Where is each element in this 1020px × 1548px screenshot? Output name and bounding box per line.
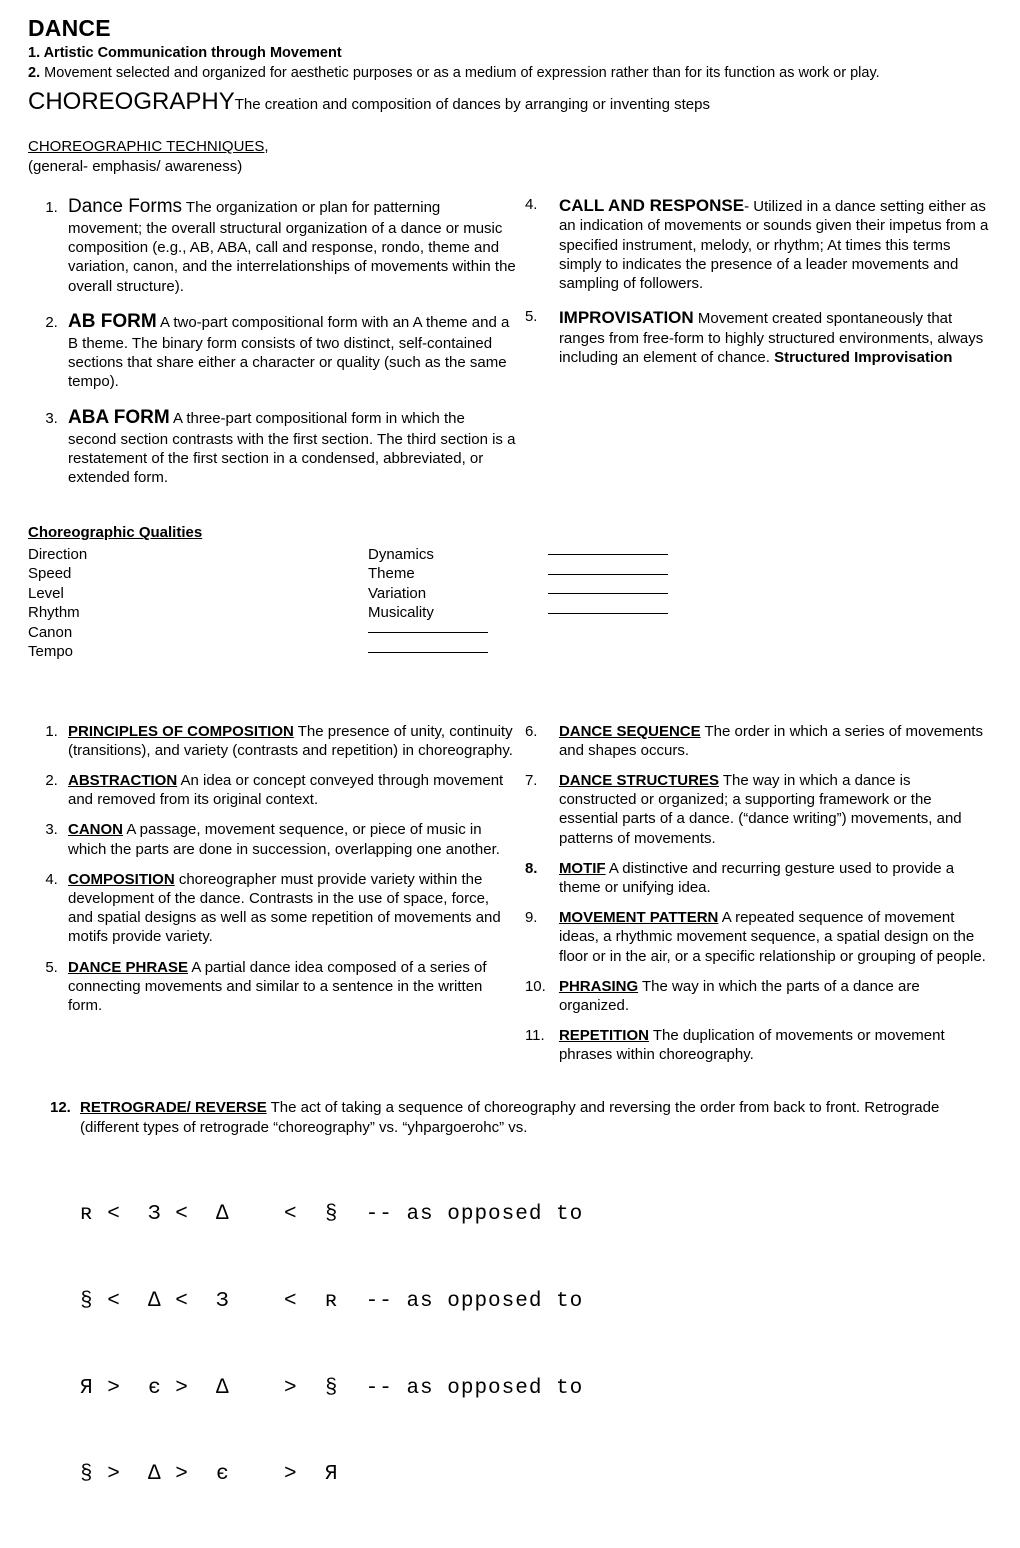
quality-item: Musicality — [368, 604, 434, 622]
blank-field[interactable] — [368, 623, 548, 643]
qualities-column-2 — [368, 545, 548, 662]
list-item — [62, 406, 517, 488]
principles-right-column — [525, 722, 992, 1065]
choreographic-qualities — [28, 523, 992, 661]
term-dance-structures-text: The way in which a dance is constructed or organized; a supporting framework or the essential parts of a dance. (“dance writing”) movements, and patterns of movements. — [558, 772, 962, 847]
qualities-columns — [28, 545, 992, 662]
list-item — [525, 859, 992, 897]
term-repetition: REPETITION — [558, 1027, 649, 1045]
term-repetition-text: The duplication of movements or movement phrases within choreography. — [558, 1027, 945, 1064]
term-motif-text: A distinctive and recurring gesture used to provide a theme or unifying idea. — [558, 859, 955, 896]
definition-2-number: 2. — [28, 64, 41, 81]
list-item — [62, 771, 515, 809]
techniques-note: (general- emphasis/ awareness) — [28, 158, 243, 176]
definition-2-text: Movement selected and organized for aesthetic purposes or as a medium of expression rather than for its function as work or play. — [40, 64, 880, 81]
list-item — [525, 771, 992, 848]
qualities-heading: Choreographic Qualities — [28, 524, 203, 542]
techniques-heading-tail: , — [264, 138, 269, 156]
techniques-heading-block — [28, 137, 992, 176]
item-number: 10. — [524, 977, 546, 995]
term-phrasing: PHRASING — [558, 977, 639, 995]
term-principles-of-composition-text: The presence of unity, continuity (transitions), and variety (contrasts and repetition) in choreography. — [68, 722, 513, 759]
item-number: 7. — [524, 772, 538, 789]
list-item — [62, 820, 515, 858]
definition-1-text: Artistic Communication through Movement — [40, 45, 342, 62]
list-item — [525, 908, 992, 966]
forms-left-list — [28, 195, 517, 488]
principles-left-column — [28, 722, 525, 1065]
term-composition-text: choreographer must provide variety within the development of the dance. Contrasts in the use of space, force, and spatial designs as well as some repetition of movements and motifs provide variety. — [68, 870, 501, 946]
term-dance-sequence-text: The order in which a series of movements and shapes occurs. — [558, 722, 983, 759]
principles-columns — [28, 722, 992, 1065]
list-item — [525, 1026, 992, 1064]
term-improvisation-tail: Structured Improvisation — [774, 349, 953, 367]
retrograde-diagram — [28, 1143, 992, 1548]
quality-item: Rhythm — [28, 604, 80, 622]
term-dance-phrase: DANCE PHRASE — [68, 958, 189, 976]
quality-item: Tempo — [28, 643, 74, 661]
quality-item: Level — [28, 584, 64, 602]
term-call-and-response: CALL AND RESPONSE — [558, 195, 745, 215]
blank-field[interactable] — [548, 564, 748, 584]
list-item — [62, 195, 517, 296]
choreography-description: The creation and composition of dances by arranging or inventing steps — [234, 95, 710, 113]
term-dance-sequence: DANCE SEQUENCE — [558, 722, 701, 740]
term-ab-form: AB FORM — [68, 310, 157, 332]
definition-1 — [28, 44, 992, 63]
choreography-heading — [28, 87, 992, 118]
qualities-column-3 — [548, 545, 748, 662]
retrograde-line: ʀ < З < ∆ < § -- as opposed to — [80, 1202, 584, 1226]
principles-left-list — [28, 722, 515, 1015]
term-dance-forms-text: The organization or plan for patterning movement; the overall structural organization of a dance or music composition (e.g., AB, ABA, call and response, rondo, theme and variation, canon, and the interrelationships of movements within the overall structure). — [68, 198, 516, 295]
list-item — [525, 722, 992, 760]
list-item — [525, 195, 992, 294]
retrograde-item — [28, 1098, 992, 1136]
blank-field[interactable] — [368, 642, 548, 662]
definition-1-number: 1. — [28, 45, 41, 62]
quality-item: Variation — [368, 584, 427, 602]
item-number: 4. — [524, 195, 538, 213]
term-retrograde-reverse-text: The act of taking a sequence of choreography and reversing the order from back to front. Retrograde (different types of retrograde “choreography” vs. “yhpargoerohc” vs. — [80, 1099, 940, 1136]
quality-item: Canon — [28, 623, 73, 641]
term-phrasing-text: The way in which the parts of a dance are organized. — [558, 977, 920, 1014]
term-call-and-response-text: - Utilized in a dance setting either as an indication of movements or sounds given their impetus from a specified instrument, melody, or rhythm; At times this terms simply to indicates the presence of a leader movements and sampling of followers. — [558, 197, 989, 292]
term-composition: COMPOSITION — [68, 870, 175, 888]
list-item — [62, 958, 515, 1016]
item-number: 6. — [524, 722, 538, 740]
term-aba-form-text: A three-part compositional form in which the second section contrasts with the first section. The third section is a restatement of the first section in a condensed, abbreviated, or extended form. — [68, 409, 516, 487]
item-number: 9. — [524, 909, 538, 927]
qualities-column-1 — [28, 545, 368, 662]
item-number: 11. — [524, 1027, 545, 1045]
retrograde-line: § > ∆ > є > Я — [80, 1463, 339, 1487]
blank-field[interactable] — [548, 584, 748, 604]
page-title: DANCE — [28, 15, 111, 41]
blank-field[interactable] — [548, 603, 748, 623]
techniques-heading: CHOREOGRAPHIC TECHNIQUES — [28, 138, 265, 156]
item-number: 12. — [50, 1099, 71, 1117]
blank-field[interactable] — [548, 545, 748, 565]
list-item — [62, 722, 515, 760]
term-aba-form: ABA FORM — [68, 406, 170, 428]
term-canon-text: A passage, movement sequence, or piece of music in which the parts are done in succession, overlapping one another. — [68, 821, 500, 858]
quality-item: Dynamics — [368, 545, 434, 563]
term-dance-forms: Dance Forms — [68, 195, 183, 217]
forms-right-column — [525, 195, 992, 502]
term-movement-pattern-text: A repeated sequence of movement ideas, a rhythmic movement sequence, a spatial design on the floor or in the air, or a specific relationship or grouping of people. — [558, 909, 986, 965]
term-dance-structures: DANCE STRUCTURES — [558, 772, 719, 789]
term-principles-of-composition: PRINCIPLES OF COMPOSITION — [68, 722, 294, 740]
quality-item: Speed — [28, 565, 72, 583]
forms-left-column — [28, 195, 525, 502]
forms-columns — [28, 195, 992, 502]
list-item — [525, 977, 992, 1015]
definition-2 — [28, 64, 992, 83]
quality-item: Direction — [28, 545, 88, 563]
retrograde-line: § < ∆ < З < ʀ -- as opposed to — [80, 1289, 584, 1313]
list-item — [525, 307, 992, 367]
term-abstraction: ABSTRACTION — [68, 772, 178, 789]
term-movement-pattern: MOVEMENT PATTERN — [558, 909, 719, 927]
list-item — [62, 870, 515, 947]
item-number: 5. — [524, 308, 538, 326]
term-ab-form-text: A two-part compositional form with an A theme and a B theme. The binary form consists of two distinct, self-contained sections that share either a character or quality (such as the same tempo). — [68, 313, 510, 391]
term-canon: CANON — [68, 821, 123, 839]
retrograde-line: Я > є > ∆ > § -- as opposed to — [80, 1376, 584, 1400]
term-abstraction-text: An idea or concept conveyed through movement and removed from its original context. — [68, 772, 504, 809]
term-dance-phrase-text: A partial dance idea composed of a series of connecting movements and similar to a sentence in the written form. — [68, 958, 487, 1014]
item-number: 8. — [524, 859, 538, 877]
choreography-word: CHOREOGRAPHY — [28, 87, 235, 115]
quality-item: Theme — [368, 565, 415, 583]
term-improvisation-text: Movement created spontaneously that ranges from free-form to highly structured environments, always including an element of chance. — [558, 310, 984, 367]
term-motif: MOTIF — [558, 859, 606, 877]
list-item — [62, 310, 517, 392]
term-retrograde-reverse: RETROGRADE/ REVERSE — [80, 1099, 267, 1117]
term-improvisation: IMPROVISATION — [558, 308, 694, 328]
